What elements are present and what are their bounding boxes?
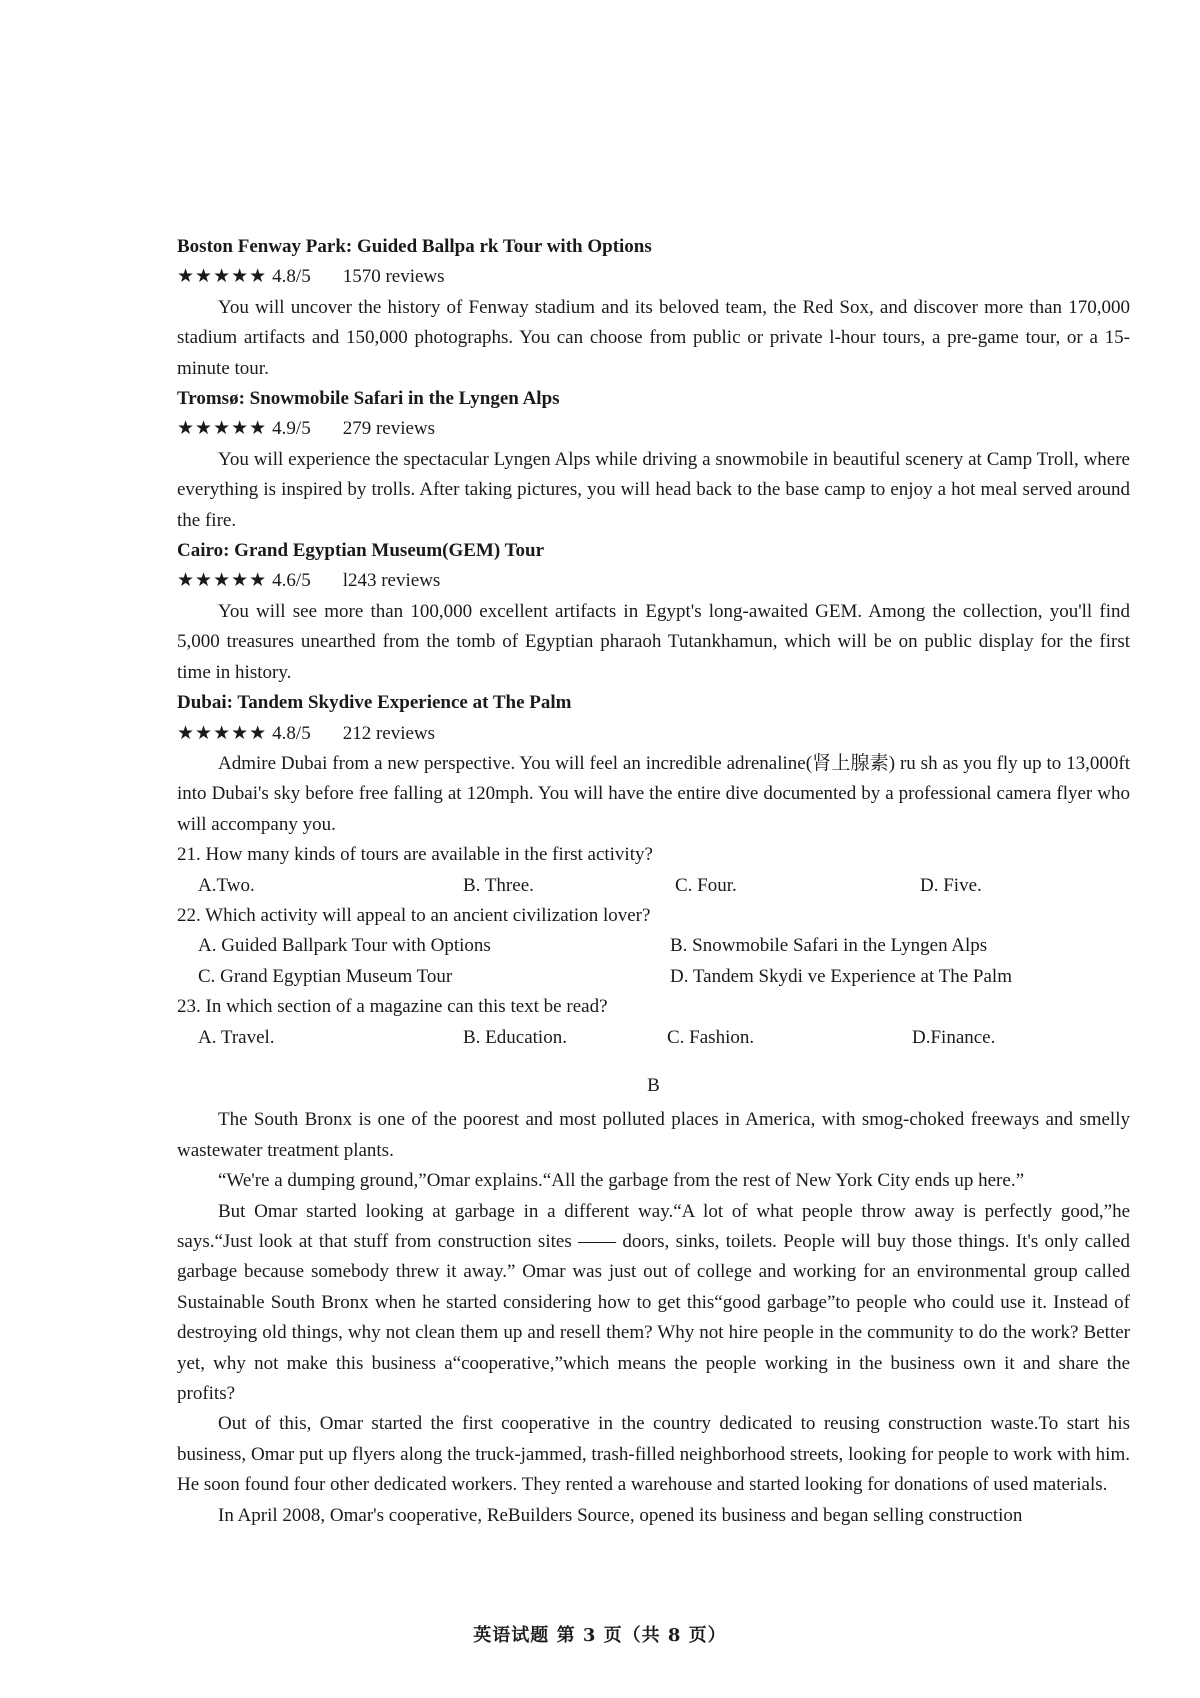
option-b: B. Snowmobile Safari in the Lyngen Alps — [670, 935, 988, 957]
answer-options — [177, 962, 1130, 992]
option-d: D. Five. — [920, 874, 982, 896]
activity-title: Tromsø: Snowmobile Safari in the Lyngen Alps — [177, 388, 560, 410]
option-c: C. Four. — [675, 874, 737, 896]
review-count: 279 reviews — [342, 418, 436, 440]
activity-rating — [177, 414, 1130, 444]
rating-score: 4.8/5 — [272, 722, 311, 744]
question — [177, 992, 1130, 1053]
passage-paragraph: In April 2008, Omar's cooperative, ReBuilders Source, opened its business and began selling construction — [218, 1504, 1023, 1526]
option-b: B. Education. — [463, 1026, 567, 1048]
activity-listing — [177, 536, 1130, 688]
activity-rating — [177, 719, 1130, 749]
activity-listing — [177, 688, 1130, 840]
activity-rating — [177, 262, 1130, 292]
activity-title: Dubai: Tandem Skydive Experience at The Palm — [177, 692, 572, 714]
activity-rating — [177, 566, 1130, 596]
option-a: A.Two. — [198, 874, 255, 896]
passage-paragraph: “We're a dumping ground,”Omar explains.“All the garbage from the rest of New York City ends up here.” — [218, 1170, 1024, 1192]
answer-options — [177, 931, 1130, 961]
activity-title: Cairo: Grand Egyptian Museum(GEM) Tour — [177, 540, 545, 562]
review-count: l243 reviews — [342, 570, 441, 592]
activity-listing — [177, 384, 1130, 536]
rating-score: 4.6/5 — [272, 570, 311, 592]
passage-paragraph: But Omar started looking at garbage in a different way.“A lot of what people throw away is perfectly good,”he says.“Just look at that stuff from construction sites —— doors, sinks, toilets. People will buy those things. It's only called garbage because somebody threw it away.” Omar was just out of college and working for an environmental group called Sustainable South Bronx when he started considering how to get this“good garbage”to people who could use it. Instead of destroying old things, why not clean them up and resell them? Why not hire people in the community to do the work? Better yet, why not make this business a“cooperative,”which means the people working in the business own it and share the profits? — [177, 1200, 1130, 1405]
star-rating-icon: ★★★★★ — [177, 722, 268, 744]
rating-score: 4.9/5 — [272, 418, 311, 440]
section-heading: B — [647, 1074, 660, 1096]
activity-title: Boston Fenway Park: Guided Ballpa rk Tour with Options — [177, 236, 652, 257]
review-count: 212 reviews — [342, 722, 436, 744]
rating-score: 4.8/5 — [272, 266, 311, 288]
star-rating-icon: ★★★★★ — [177, 570, 268, 592]
option-c: C. Grand Egyptian Museum Tour — [198, 965, 453, 987]
activity-description: You will uncover the history of Fenway stadium and its beloved team, the Red Sox, and discover more than 170,000 stadium artifacts and 150,000 photographs. You can choose from public or private l-hour tours, a pre-game tour, or a 15-minute tour. — [177, 296, 1130, 379]
page-footer: 英语试题 第 3 页（共 8 页） — [473, 1625, 727, 1646]
option-d: D.Finance. — [912, 1026, 996, 1048]
option-a: A. Travel. — [198, 1026, 275, 1048]
page-content — [177, 232, 1130, 1531]
question-stem: 22. Which activity will appeal to an ancient civilization lover? — [177, 904, 651, 926]
question — [177, 901, 1130, 992]
activity-description: You will see more than 100,000 excellent artifacts in Egypt's long-awaited GEM. Among the collection, you'll find 5,000 treasures unearthed from the tomb of Egyptian pharaoh Tutankhamun, which will be on public display for the first time in history. — [177, 600, 1130, 683]
option-a: A. Guided Ballpark Tour with Options — [198, 935, 491, 957]
activity-listing — [177, 232, 1130, 384]
option-b: B. Three. — [463, 874, 534, 896]
activity-description: You will experience the spectacular Lyngen Alps while driving a snowmobile in beautiful scenery at Camp Troll, where everything is inspired by trolls. After taking pictures, you will head back to the base camp to enjoy a hot meal served around the fire. — [177, 448, 1130, 531]
option-c: C. Fashion. — [667, 1026, 755, 1048]
question-stem: 23. In which section of a magazine can this text be read? — [177, 996, 608, 1018]
answer-options — [177, 1023, 1130, 1053]
passage-paragraph: The South Bronx is one of the poorest and most polluted places in America, with smog-choked freeways and smelly wastewater treatment plants. — [177, 1109, 1130, 1161]
answer-options — [177, 871, 1130, 901]
review-count: 1570 reviews — [342, 266, 445, 288]
question-stem: 21. How many kinds of tours are available in the first activity? — [177, 844, 653, 866]
question — [177, 840, 1130, 901]
star-rating-icon: ★★★★★ — [177, 266, 268, 288]
option-d: D. Tandem Skydi ve Experience at The Palm — [670, 965, 1012, 987]
activity-description: Admire Dubai from a new perspective. You will feel an incredible adrenaline(肾上腺素) ru sh as you fly up to 13,000ft into Dubai's sky before free falling at 120mph. You will have the entire dive documented by a professional camera flyer who will accompany you. — [177, 752, 1130, 835]
passage-paragraph: Out of this, Omar started the first cooperative in the country dedicated to reusing construction waste.To start his business, Omar put up flyers along the truck-jammed, trash-filled neighborhood streets, looking for people to work with him. He soon found four other dedicated workers. They rented a warehouse and started looking for donations of used materials. — [177, 1413, 1130, 1496]
reading-passage — [177, 1105, 1130, 1531]
star-rating-icon: ★★★★★ — [177, 418, 268, 440]
